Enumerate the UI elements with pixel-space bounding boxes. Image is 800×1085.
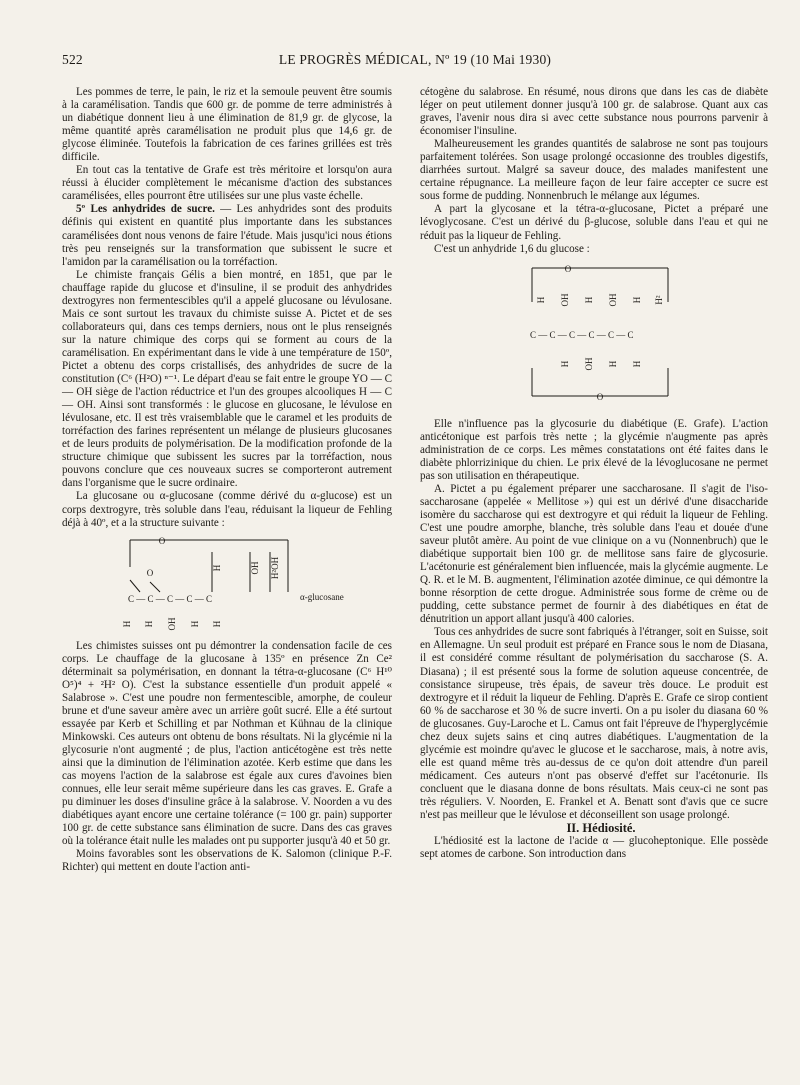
top-label: OH — [250, 561, 260, 575]
section-title: II. Hédiosité. — [566, 821, 636, 836]
bottom-label: H — [560, 360, 570, 367]
side-oxygen: O — [146, 567, 154, 578]
paragraph: En tout cas la tentative de Grafe est très méritoire et lorsqu'on aura réussi à élucider complètement le mécanisme d'action des substances caramélisées, elles pourront être utilisées sur une plus vaste échelle. — [62, 164, 392, 203]
paragraph: A part la glycosane et la tétra-α-glucosane, Pictet a préparé une lévoglycosane. C'est un dérivé du β-glucose, soluble dans l'eau et qui ne réduit pas la liqueur de Fehling. — [420, 203, 768, 242]
paragraph: Elle n'influence pas la glycosurie du diabétique (E. Grafe). L'action anticétonique est parfois très nette ; la glycémie n'augmente pas après administration de ce corps. Les mêmes constatations ont été faites dans le diabète phlorrizinique du chien. Le prix élevé de la lévoglucosane ne permet pas son utilisation en thérapeutique. — [420, 417, 768, 482]
paragraph: 5º Les anhydrides de sucre. — Les anhydrides sont des produits définis qui existent en quantité plus importante dans les substances caramélisées dont nous venons de faire l'étude. Mais jusqu'ici nous étions très peu renseignés sur la transformation que subissent le sucre et l'amidon par la caramélisation ou la torréfaction. — [62, 203, 392, 268]
compound-name: α-glucosane — [300, 591, 344, 602]
top-label: H — [584, 296, 594, 303]
bottom-label: H — [212, 620, 222, 627]
page-header — [62, 52, 768, 72]
top-oxygen: O — [564, 263, 572, 274]
paragraph: La glucosane ou α-glucosane (comme dérivé du α-glucose) est un corps dextrogyre, très soluble dans l'eau, réduisant la liqueur de Fehling déjà à 40º, et a la structure suivante : — [62, 490, 392, 529]
top-label: OH — [608, 293, 618, 307]
bottom-oxygen: O — [596, 391, 604, 402]
bottom-label: OH — [584, 357, 594, 371]
carbon-chain: C — C — C — C — C — [128, 593, 213, 604]
left-column — [62, 86, 392, 874]
paragraph-heading: 5º Les anhydrides de sucre. — [76, 203, 215, 216]
alpha-glucosane-formula — [62, 534, 392, 632]
paragraph: cétogène du salabrose. En résumé, nous dirons que dans les cas de diabète léger on peut utilement donner jusqu'à 100 gr. de salabrose. Quant aux cas graves, l'avenir nous dira si avec cette substance nous pourrons parvenir à économiser l'insuline. — [420, 86, 768, 138]
bottom-label: H — [144, 620, 154, 627]
paragraph: Le chimiste français Gélis a bien montré, en 1851, que par le chauffage rapide du glucose et d'insuline, il se produit des anhydrides dextrogyres non fermentescibles qu'il a appelé glucosane ou lévulosane. Mais ce sont surtout les travaux du chimiste suisse A. Pictet et de ses collaborateurs qui, dans ces temps derniers, nous ont le plus renseignés sur la nature chimique des corps qui se forment au cours de la caramélisation. En expérimentant dans le vide à une température de 150º, Pictet a obtenu des corps cristallisés, des anhydrides de sucre de la constitution (C⁶ (H²O) ⁿ⁻¹. Le départ d'eau se fait entre le groupe YO — C — OH siège de l'action réductrice et l'un des groupes alcooliques H — C — OH. Ainsi sont transformés : le glucose en glucosane, le lévulose en lévulosane, etc. Il est très vraisemblable que le caramel et les produits de torréfaction des farines représentent un mélange de plusieurs glucosanes et de leurs produits de polymérisation. De la modification profonde de la structure chimique que subissent les sucres par la torréfaction, nous pouvons conclure que ces nouveaux sucres se comporteront autrement dans l'organisme que le sucre ordinaire. — [62, 268, 392, 490]
paragraph: Tous ces anhydrides de sucre sont fabriqués à l'étranger, soit en Suisse, soit en Allemagne. Un seul produit est préparé en France sous le nom de Diasana, il est considéré comme résultant de polymérisation du saccharose (S. A. Diasana) ; il est présenté sous la forme de solution aqueuse concentrée, de consistance sirupeuse, très épais, de saveur très douce. Le produit est dextrogyre et il réduit la liqueur de Fehling. D'après E. Grafe ce sirop contient 60 % de saccharose et 30 % de sucre inverti. On a pu isoler du diasana 60 % de glucosanes. Guy-Laroche et L. Camus ont fait l'épreuve de l'hyperglycémie chez deux sujets sains et cinq autres diabétiques. L'augmentation de la glycémie est moindre qu'avec le glucose et le saccharose, mais, à notre avis, elle est quand même très au-dessus de ce qu'on doit attendre d'un pareil médicament. Ces auteurs n'ont pas observé d'effet sur l'acétonurie. Ils concluent que le diasana donne de bons résultats. Mais ceux-ci ne sont pas très réguliers. V. Noorden, E. Frankel et A. Benatt sont d'avis que ce sucre n'est pas meilleur que le lévulose et déconseillent son usage prolongé. — [420, 626, 768, 822]
paragraph: C'est un anhydride 1,6 du glucose : — [434, 242, 590, 255]
bottom-label: H — [608, 360, 618, 367]
top-label: OH — [560, 293, 570, 307]
bottom-label: H — [190, 620, 200, 627]
paragraph: Malheureusement les grandes quantités de salabrose ne sont pas toujours parfaitement tolérées. Son usage prolongé occasionne des troubles digestifs, diarrhées surtout. Malgré sa saveur douce, des malades manifestent une certaine répugnance. La meilleure façon de leur faire accepter ce sucre est sous forme de pudding. Nonnenbruch le mélange aux légumes. — [420, 138, 768, 203]
top-label: H² — [654, 295, 664, 305]
page-number: 522 — [62, 52, 83, 67]
bottom-label: H — [632, 360, 642, 367]
bottom-label: H — [122, 620, 132, 627]
journal-title: LE PROGRÈS MÉDICAL, Nº 19 (10 Mai 1930) — [278, 52, 552, 67]
paragraph: Les pommes de terre, le pain, le riz et la semoule peuvent être soumis à la caramélisation. Tandis que 600 gr. de pomme de terre administrés à un diabétique donnent lieu à une élimination de 81,9 gr. de glycose, la même quantité après caramélisation ne produit plus que 14,6 gr. de glycose éliminée. Toutefois la fabrication de ces farines grillées est très difficile. — [62, 86, 392, 164]
right-column — [420, 86, 768, 861]
top-label: H — [632, 296, 642, 303]
top-label: H — [212, 564, 222, 571]
paragraph: Moins favorables sont les observations de K. Salomon (clinique P.-F. Richter) qui mettent en doute l'action anti- — [62, 848, 392, 874]
paragraph: Les chimistes suisses ont pu démontrer la condensation facile de ces corps. Le chauffage de la glucosane à 135º en présence Zn Ce² déterminait sa polymérisation, en donnant la tétra-α-glucosane (C⁶ H¹⁰ O⁵)⁴ + ²H² O). C'est la substance essentielle d'un produit appelé « Salabrose ». C'est une poudre non fermentescible, amorphe, de couleur brune et d'une saveur amère avec un arrière goût sucré. Elle a été surtout essayée par Kerb et Schilling et par Nothman et Kühnau de la clinique Minkowski. Ces auteurs ont obtenu de bons résultats. Ni la glycémie ni la glycosurie n'ont augmenté ; de plus, l'action anticétogène est très nette ainsi que la diminution de l'élimination azotée. Kerb estime que dans les cas moyens l'action de la salabrose est égale aux cures d'avoines bien connues, elle leur serait même supérieure dans les cas graves. E. Grafe a pu diminuer les doses d'insuline grâce à la salabrose. V. Noorden a vu des diabétiques ayant encore une certaine tolérance (= 100 gr. pain) supporter 100 gr. de cette substance sans élimination de sucre. Dans des cas graves où la tolérance était nulle les malades ont pu supporter jusqu'à 40 et 50 gr. — [62, 639, 392, 848]
paragraph: L'hédiosité est la lactone de l'acide α — glucoheptonique. Elle possède sept atomes de carbone. Son introduction dans — [420, 835, 768, 861]
paragraph: A. Pictet a pu également préparer une saccharosane. Il s'agit de l'iso-saccharosane (appelée « Mellitose ») qui est un dérivé d'une disaccharide isomère du saccharose qui est dextrogyre et qui réduit la liqueur de Fehling. C'est une poudre amorphe, blanche, très soluble dans l'eau et douée d'une saveur plutôt amère. Au point de vue clinique on a vu (Nonnenbruch) que le diabétique supportait bien 100 gr. de mellitose sans faire de glycosurie. L'acétonurie est généralement bien influencée, mais la glycémie augmente. Le Q. R. et le M. B. augmentent, l'élimination azotée diminue, ce qui démontre la bonne résorption de cette drogue. Administrée sous forme de crème ou de pudding, cette substance permet de fournir à des diabétiques en état de dénutrition un apport allant jusqu'à 400 calories. — [420, 482, 768, 626]
bottom-label: OH — [167, 617, 177, 631]
top-label: H²OH — [270, 556, 280, 579]
levoglucosane-formula — [420, 260, 768, 410]
top-label: H — [536, 296, 546, 303]
carbon-chain: C — C — C — C — C — C — [530, 329, 634, 340]
bridge-oxygen: O — [158, 535, 166, 546]
